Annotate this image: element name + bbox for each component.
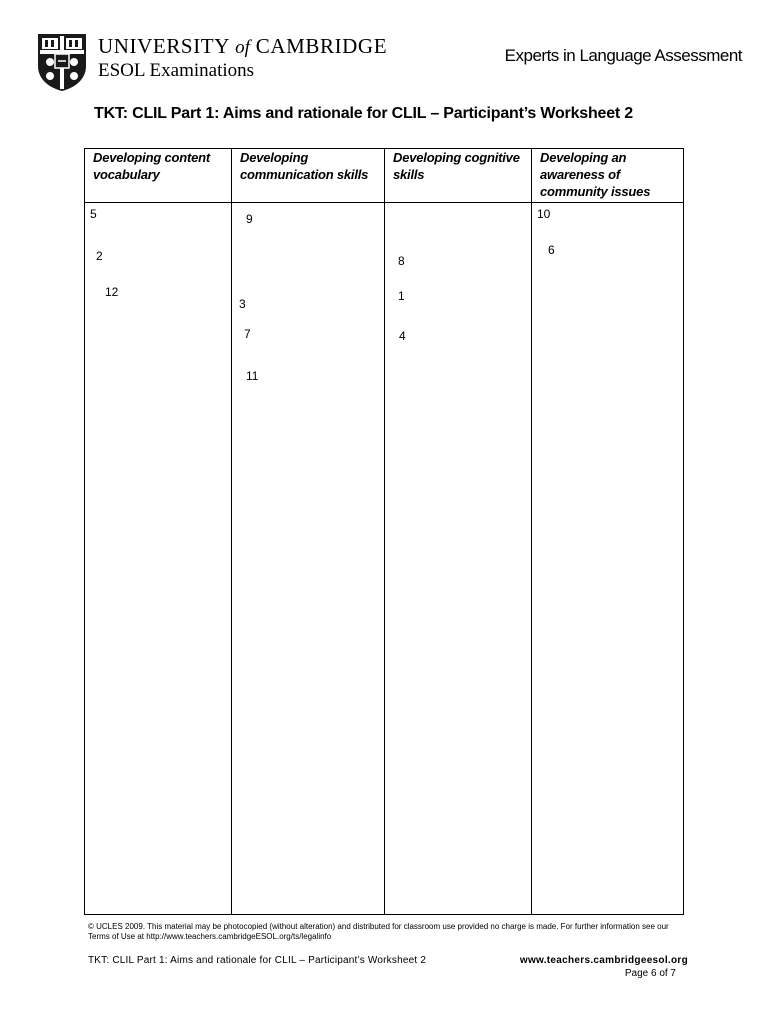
table-header-row — [85, 149, 684, 203]
footer-website: www.teachers.cambridgeesol.org — [519, 955, 688, 966]
item-number: 9 — [246, 212, 253, 226]
column-cell-content-vocabulary — [85, 203, 232, 915]
university-division: ESOL Examinations — [98, 60, 255, 81]
table-row — [85, 203, 684, 915]
column-cell-communication-skills — [232, 203, 385, 915]
page-number: Page 6 of 7 — [624, 968, 676, 979]
item-number: 5 — [90, 207, 97, 221]
footer-document-reference: TKT: CLIL Part 1: Aims and rationale for CLIL – Participant’s Worksheet 2 — [88, 955, 427, 966]
item-number: 4 — [399, 329, 406, 343]
item-number: 7 — [244, 327, 251, 341]
item-number: 3 — [239, 297, 246, 311]
item-number: 11 — [246, 369, 259, 383]
column-cell-cognitive-skills — [385, 203, 532, 915]
item-number: 2 — [96, 249, 103, 263]
column-header-communication-skills: Developing communication skills — [232, 149, 385, 203]
item-number: 8 — [398, 254, 405, 268]
copyright-notice: © UCLES 2009. This material may be photocopied (without alteration) and distributed for classroom use provided no charge is made. For further information see our Terms of Use at http://www.teachers.cambridgeESOL.org/ts/legalinfo — [88, 922, 669, 941]
item-number: 10 — [537, 207, 551, 221]
university-crest-logo — [36, 32, 88, 92]
document-title: TKT: CLIL Part 1: Aims and rationale for CLIL – Participant’s Worksheet 2 — [94, 105, 634, 122]
item-number: 1 — [398, 289, 405, 303]
column-header-cognitive-skills: Developing cognitive skills — [385, 149, 532, 203]
item-number: 6 — [548, 243, 555, 257]
tagline: Experts in Language Assessment — [504, 46, 742, 65]
column-header-content-vocabulary: Developing content vocabulary — [85, 149, 232, 203]
item-number: 12 — [105, 285, 119, 299]
column-cell-community-issues — [532, 203, 684, 915]
university-name: UNIVERSITY of CAMBRIDGE — [98, 34, 388, 58]
column-header-community-issues: Developing an awareness of community issues — [532, 149, 684, 203]
worksheet-table — [84, 148, 684, 915]
